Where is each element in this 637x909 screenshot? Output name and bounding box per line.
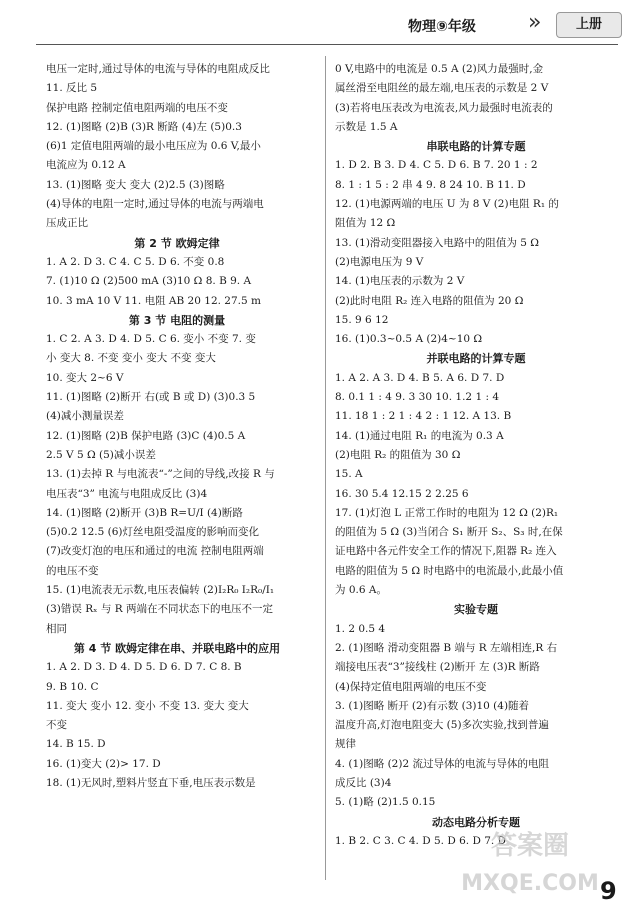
answer-line: (3)若将电压表改为电流表,风力最强时电流表的: [335, 101, 553, 114]
section-heading: 第 2 节 欧姆定律: [134, 236, 220, 250]
right-answer-column: [335, 60, 617, 851]
answer-line: 11. 变大 变小 12. 变小 不变 13. 变大 变大: [46, 699, 249, 712]
answer-line: 的阻值为 5 Ω (3)当闭合 S₁ 断开 S₂、S₃ 时,在保: [335, 526, 563, 539]
answer-line: 11. (1)图略 (2)断开 右(或 B 或 D) (3)0.3 5: [46, 391, 256, 404]
answer-line: 12. (1)图略 (2)B (3)R 断路 (4)左 (5)0.3: [46, 120, 242, 133]
answer-line: 1. A 2. A 3. D 4. B 5. A 6. D 7. D: [335, 371, 505, 384]
answer-line: 电流应为 0.12 A: [46, 159, 126, 172]
answer-line: 3. (1)图略 断开 (2)有示数 (3)10 (4)随着: [335, 699, 530, 712]
answer-line: 1. C 2. A 3. D 4. D 5. C 6. 变小 不变 7. 变: [46, 333, 256, 346]
watermark-stamp-icon: [460, 818, 600, 898]
answer-line: 为 0.6 A。: [335, 584, 387, 597]
answer-line: (2)电源电压为 9 V: [335, 255, 424, 268]
section-heading: 串联电路的计算专题: [426, 140, 526, 154]
answer-line: 2. (1)图略 滑动变阻器 B 端与 R 左端相连,R 右: [335, 641, 558, 654]
answer-line: 的电压不变: [46, 564, 99, 577]
header-rule: [36, 44, 618, 45]
section-heading: 实验专题: [454, 603, 498, 617]
answer-line: (2)此时电阻 R₂ 连入电路的阻值为 20 Ω: [335, 294, 524, 307]
answer-line: 相同: [46, 622, 67, 635]
answer-line: 13. (1)图略 变大 变大 (2)2.5 (3)图略: [46, 178, 225, 191]
answer-line: 10. 3 mA 10 V 11. 电阻 AB 20 12. 27.5 m: [46, 294, 261, 307]
answer-line: 1. A 2. D 3. D 4. D 5. D 6. D 7. C 8. B: [46, 661, 242, 674]
answer-line: 1. 2 0.5 4: [335, 622, 386, 635]
answer-line: 5. (1)略 (2)1.5 0.15: [335, 796, 436, 809]
answer-line: 电路的阻值为 5 Ω 时电路中的电流最小,此最小值: [335, 564, 564, 577]
answer-line: 12. (1)图略 (2)B 保护电路 (3)C (4)0.5 A: [46, 429, 246, 442]
answer-line: 电压表“3” 电流与电阻成反比 (3)4: [46, 487, 208, 500]
section-heading: 并联电路的计算专题: [426, 352, 526, 366]
answer-line: 18. (1)无风时,塑料片竖直下垂,电压表示数是: [46, 776, 256, 789]
answer-line: 证电路中各元件安全工作的情况下,阻器 R₂ 连入: [335, 545, 557, 558]
answer-line: 2.5 V 5 Ω (5)减小误差: [46, 448, 156, 461]
answer-line: 8. 0.1 1 : 4 9. 3 30 10. 1.2 1 : 4: [335, 391, 500, 404]
answer-line: 1. B 2. C 3. C 4. D 5. D 6. D 7. D: [335, 834, 506, 847]
answer-line: 1. D 2. B 3. D 4. C 5. D 6. B 7. 20 1 : 2: [335, 159, 538, 172]
answer-line: 16. 30 5.4 12.15 2 2.25 6: [335, 487, 469, 500]
answer-line: 12. (1)电源两端的电压 U 为 8 V (2)电阻 R₁ 的: [335, 198, 559, 211]
answer-line: 15. A: [335, 468, 363, 481]
answer-line: 规律: [335, 738, 356, 751]
answer-line: 15. (1)电流表无示数,电压表偏转 (2)I₂R₀ I₂R₀/I₁: [46, 584, 275, 597]
section-heading: 第 4 节 欧姆定律在串、并联电路中的应用: [73, 641, 281, 655]
watermark-logo: [460, 818, 600, 898]
svg-text:MXQE.COM: MXQE.COM: [461, 871, 599, 896]
answer-line: 不变: [46, 719, 67, 732]
answer-line: 阻值为 12 Ω: [335, 217, 396, 230]
answer-line: (2)电阻 R₂ 的阻值为 30 Ω: [335, 448, 461, 461]
left-answer-column: [46, 60, 308, 793]
answer-line: 端接电压表“3”接线柱 (2)断开 左 (3)R 断路: [335, 661, 540, 674]
answer-line: 小 变大 8. 不变 变小 变大 不变 变大: [46, 352, 216, 365]
section-heading: 动态电路分析专题: [432, 815, 520, 829]
column-divider: [325, 56, 326, 880]
answer-line: 属丝滑至电阻丝的最左端,电压表的示数是 2 V: [335, 82, 549, 95]
answer-line: 9. B 10. C: [46, 680, 99, 693]
answer-line: 15. 9 6 12: [335, 313, 389, 326]
answer-line: 8. 1 : 1 5 : 2 串 4 9. 8 24 10. B 11. D: [335, 178, 526, 191]
answer-line: 11. 18 1 : 2 1 : 4 2 : 1 12. A 13. B: [335, 410, 512, 423]
answer-line: 保护电路 控制定值电阻两端的电压不变: [46, 101, 228, 114]
answer-line: 成反比 (3)4: [335, 776, 392, 789]
answer-line: (4)导体的电阻一定时,通过导体的电流与两端电: [46, 198, 264, 211]
svg-text:答案圈: 答案圈: [490, 831, 570, 861]
answer-line: 压成正比: [46, 217, 88, 230]
answer-line: 温度升高,灯泡电阻变大 (5)多次实验,找到普遍: [335, 719, 549, 732]
answer-line: 14. (1)通过电阻 R₁ 的电流为 0.3 A: [335, 429, 504, 442]
answer-line: (7)改变灯泡的电压和通过的电流 控制电阻两端: [46, 545, 264, 558]
subject-grade-title: 物理⑨年级: [408, 19, 476, 35]
answer-line: 13. (1)去掉 R 与电流表“-”之间的导线,改接 R 与: [46, 468, 275, 481]
answer-line: 4. (1)图略 (2)2 流过导体的电流与导体的电阻: [335, 757, 549, 770]
section-heading: 第 3 节 电阻的测量: [128, 313, 226, 327]
answer-line: (3)错误 Rₓ 与 R 两端在不同状态下的电压不一定: [46, 603, 273, 616]
answer-line: 11. 反比 5: [46, 82, 98, 95]
answer-line: (5)0.2 12.5 (6)灯丝电阻受温度的影响而变化: [46, 526, 259, 539]
answer-line: 10. 变大 2~6 V: [46, 371, 124, 384]
answer-line: (4)减小测量误差: [46, 410, 124, 423]
answer-line: 示数是 1.5 A: [335, 120, 398, 133]
answer-line: 电压一定时,通过导体的电流与导体的电阻成反比: [46, 63, 270, 75]
answer-line: 17. (1)灯泡 L 正常工作时的电阻为 12 Ω (2)R₁: [335, 506, 559, 519]
answer-line: 14. (1)电压表的示数为 2 V: [335, 275, 465, 288]
answer-line: 16. (1)0.3~0.5 A (2)4~10 Ω: [335, 333, 483, 346]
answer-line: 0 V,电路中的电流是 0.5 A (2)风力最强时,金: [335, 63, 544, 75]
answer-line: 13. (1)滑动变阻器接入电路中的阻值为 5 Ω: [335, 236, 539, 249]
answer-line: (6)1 定值电阻两端的最小电压应为 0.6 V,最小: [46, 140, 261, 153]
answer-line: (4)保持定值电阻两端的电压不变: [335, 680, 487, 693]
page-number: 9: [600, 877, 617, 905]
answer-line: 14. (1)图略 (2)断开 (3)B R=U/I (4)断路: [46, 506, 243, 519]
double-chevron-icon: »: [528, 10, 542, 35]
answer-line: 7. (1)10 Ω (2)500 mA (3)10 Ω 8. B 9. A: [46, 275, 252, 288]
volume-tab: 上册: [556, 12, 622, 38]
answer-line: 14. B 15. D: [46, 738, 106, 751]
answer-line: 1. A 2. D 3. C 4. C 5. D 6. 不变 0.8: [46, 255, 225, 268]
page-header: [0, 0, 637, 46]
answer-line: 16. (1)变大 (2)> 17. D: [46, 757, 161, 770]
